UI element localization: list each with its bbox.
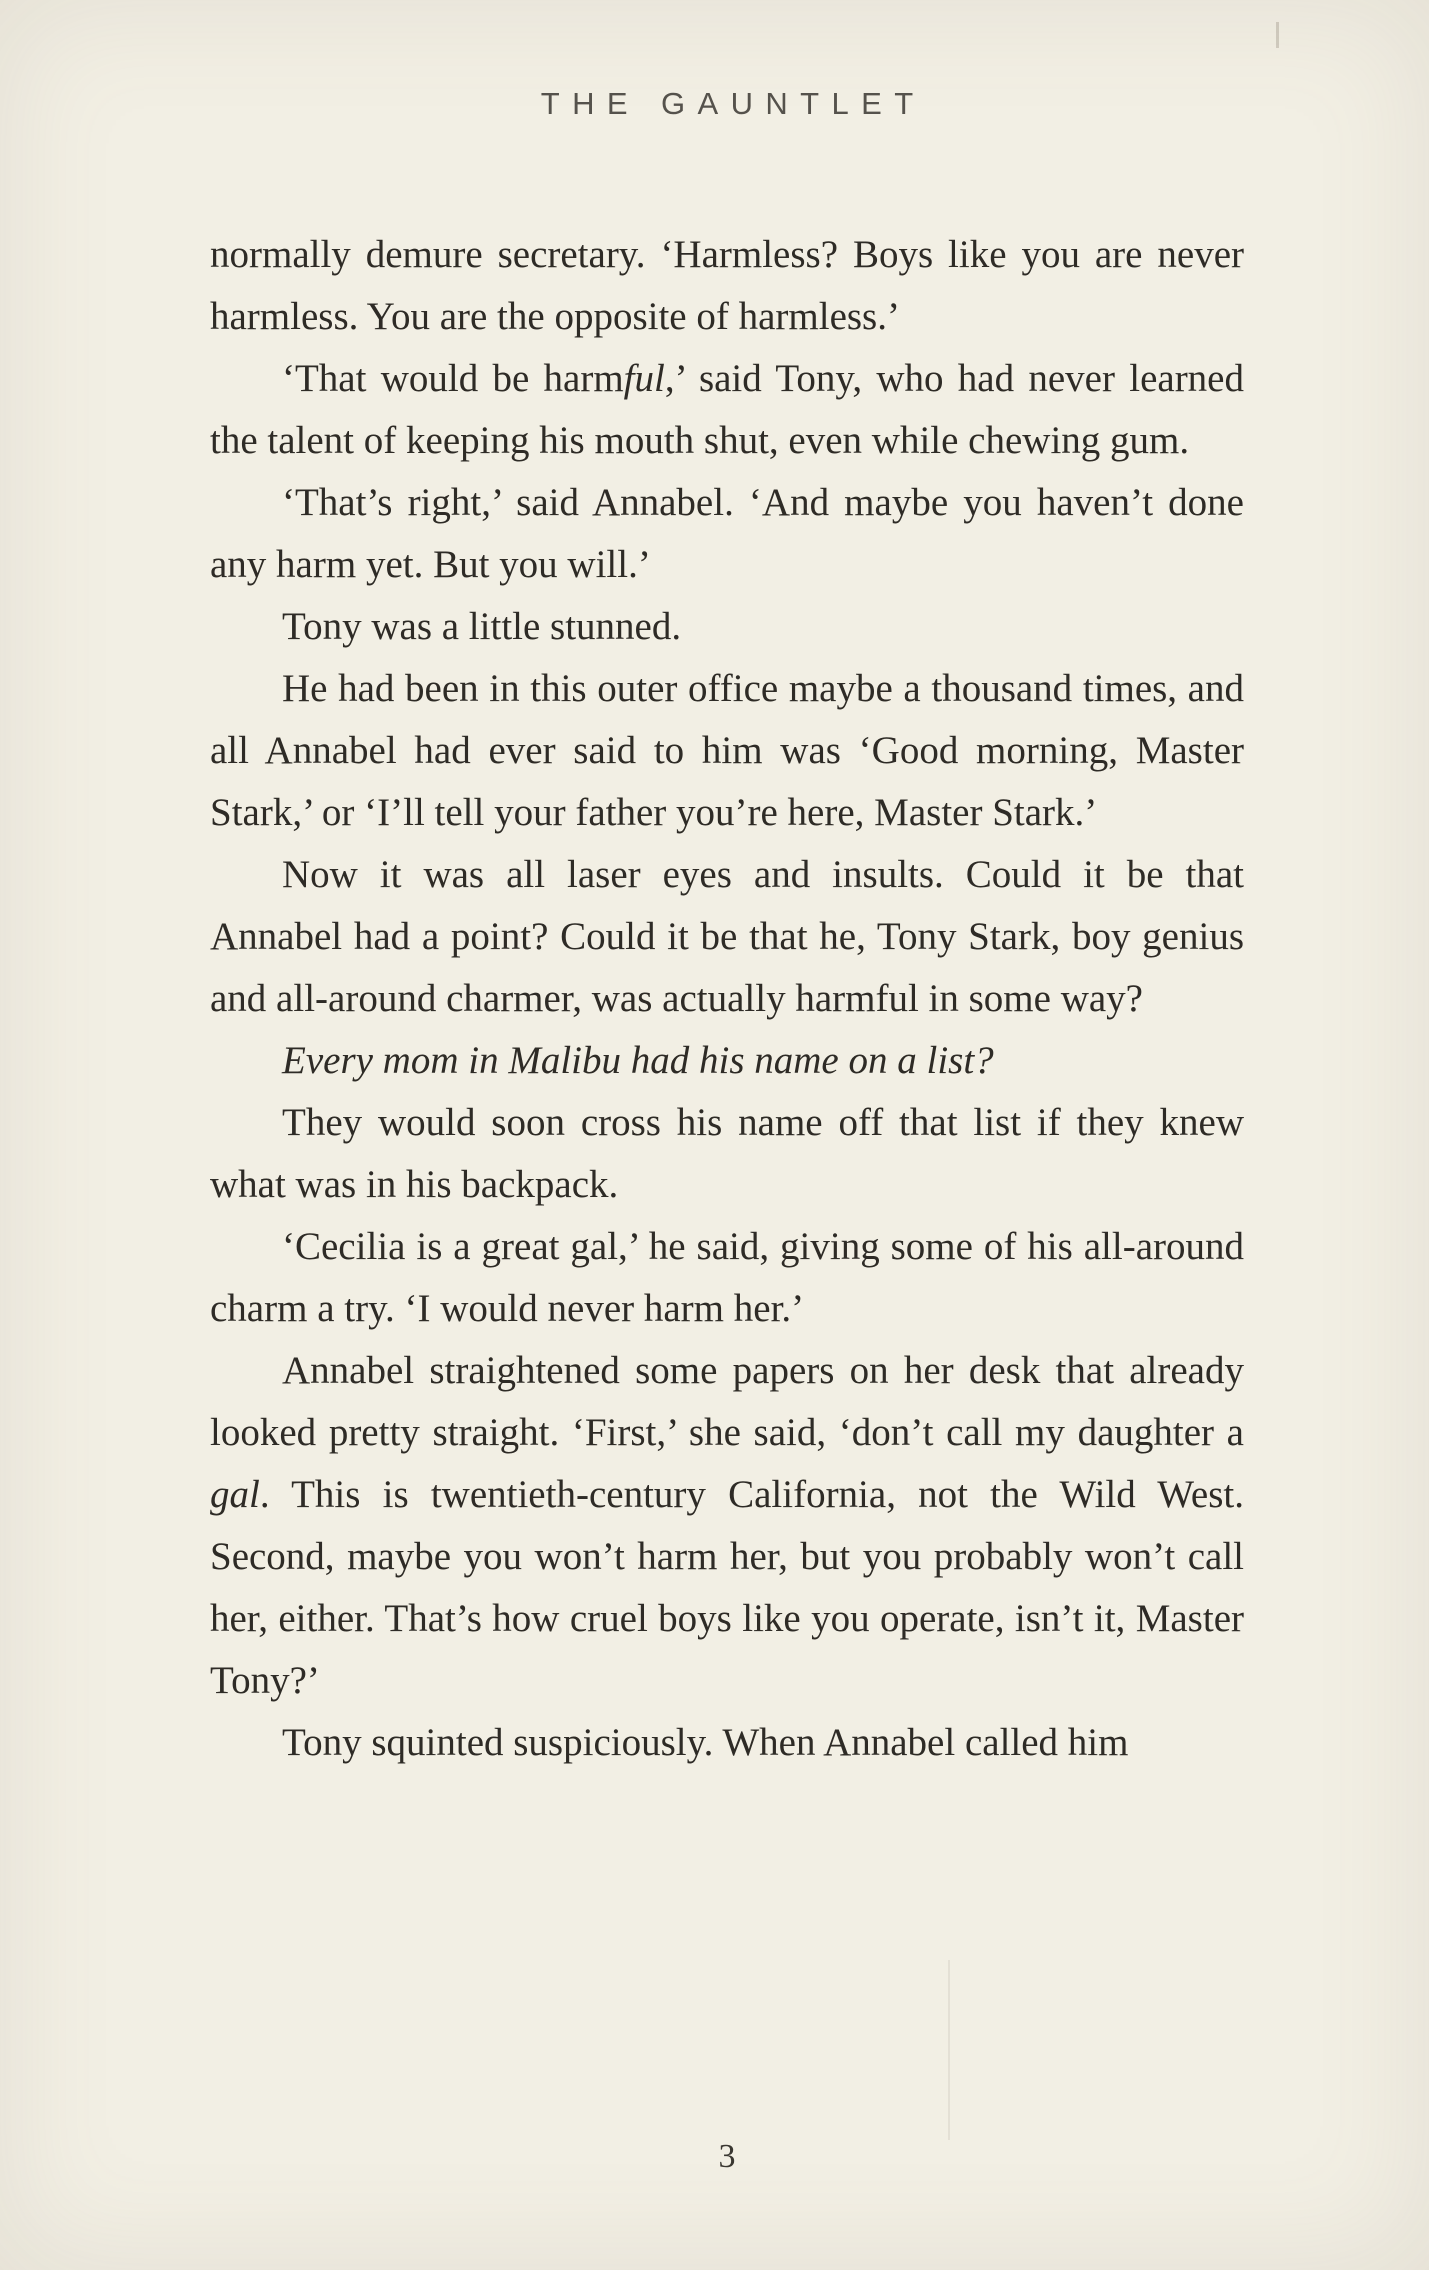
paragraph	[210, 472, 1244, 596]
text-run: ,’ said Tony, who had never learned the talent of keeping his mouth shut, even while chewing gum.	[210, 357, 1244, 462]
text-run: gal	[210, 1473, 260, 1516]
paragraph	[210, 844, 1244, 1030]
text-run: ‘Cecilia is a great gal,’ he said, giving some of his all-around charm a try. ‘I would never harm her.’	[210, 1225, 1244, 1330]
paragraph	[210, 1340, 1244, 1712]
text-run: Tony squinted suspiciously. When Annabel called him	[282, 1721, 1129, 1764]
page-body	[210, 224, 1244, 1774]
paragraph	[210, 658, 1244, 844]
scan-artifact	[948, 1960, 950, 2140]
text-run: ful	[623, 357, 665, 400]
text-run: They would soon cross his name off that list if they knew what was in his backpack.	[210, 1101, 1244, 1206]
text-run: ‘That would be harm	[282, 357, 624, 400]
text-run: Annabel straightened some papers on her desk that already looked pretty straight. ‘First,’ she said, ‘don’t call my daughter a	[210, 1349, 1244, 1454]
paragraph	[210, 1092, 1244, 1216]
text-run: Every mom in Malibu had his name on a list?	[282, 1039, 994, 1082]
text-run: . This is twentieth-century California, not the Wild West. Second, maybe you won’t harm her, but you probably won’t call her, either. That’s how cruel boys like you operate, isn’t it, Master Tony?’	[210, 1473, 1244, 1702]
text-run: ‘That’s right,’ said Annabel. ‘And maybe you haven’t done any harm yet. But you will.’	[210, 481, 1244, 586]
paragraph	[210, 1712, 1244, 1774]
text-run: Now it was all laser eyes and insults. Could it be that Annabel had a point? Could it be that he, Tony Stark, boy genius and all-around charmer, was actually harmful in some way?	[210, 853, 1244, 1020]
paragraph	[210, 1030, 1244, 1092]
page-number: 3	[718, 2138, 736, 2175]
paragraph	[210, 1216, 1244, 1340]
scan-artifact	[1276, 22, 1279, 48]
text-run: He had been in this outer office maybe a thousand times, and all Annabel had ever said to him was ‘Good morning, Master Stark,’ or ‘I’ll tell your father you’re here, Master Stark.’	[210, 667, 1244, 834]
paragraph	[210, 348, 1244, 472]
text-run: Tony was a little stunned.	[282, 605, 682, 648]
paragraph	[210, 224, 1244, 348]
running-header: THE GAUNTLET	[540, 86, 926, 121]
text-run: normally demure secretary. ‘Harmless? Boys like you are never harmless. You are the opposite of harmless.’	[210, 233, 1244, 338]
paragraph	[210, 596, 1244, 658]
